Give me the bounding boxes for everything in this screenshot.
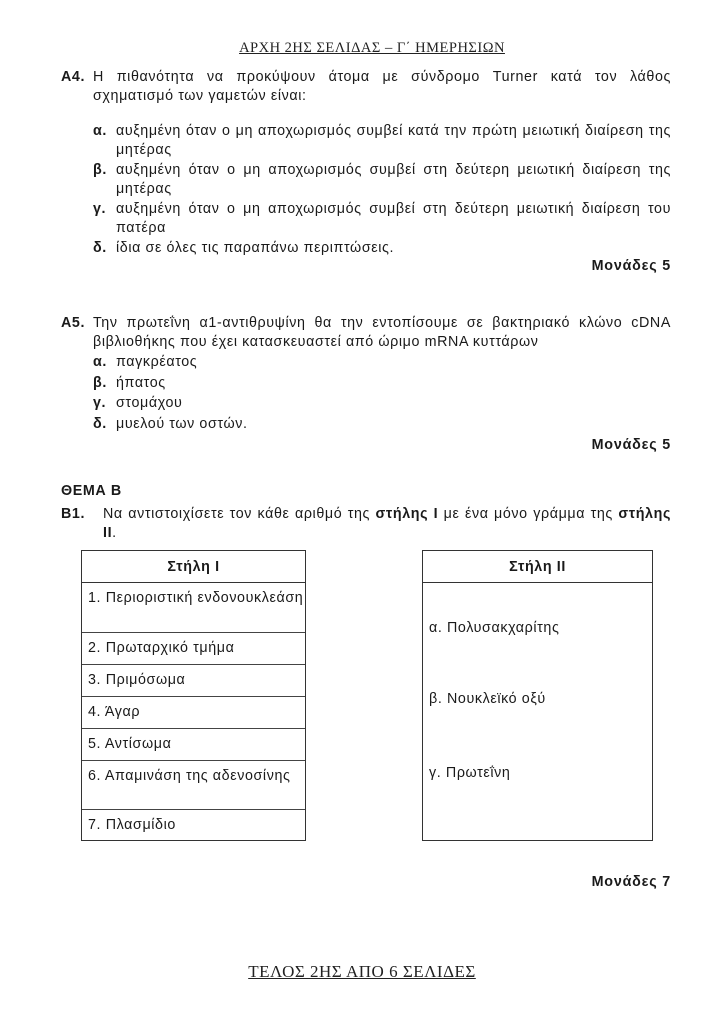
option-d <box>93 239 671 258</box>
column-i-row: 1. Περιοριστική ενδονουκλεάση <box>82 583 305 633</box>
column-ii-table <box>422 550 653 841</box>
option-label: δ. <box>93 240 107 256</box>
option-label: δ. <box>93 415 107 432</box>
question-number: Β1. <box>61 506 86 522</box>
column-i-header: Στήλη Ι <box>82 551 305 583</box>
option-text: ίδια σε όλες τις παραπάνω περιπτώσεις. <box>116 240 395 256</box>
option-text: αυξημένη όταν ο μη αποχωρισμός συμβεί κατά την πρώτη μειωτική διαίρεση της μητέρας <box>116 123 671 158</box>
column-ii-item: β. Νουκλεϊκό οξύ <box>429 691 546 707</box>
option-text: ήπατος <box>116 374 166 391</box>
question-number: Α4. <box>61 69 86 85</box>
bold-column-ii: στήλης ΙΙ <box>103 506 671 541</box>
column-i-row: 7. Πλασμίδιο <box>88 817 176 833</box>
option-a <box>93 122 671 159</box>
option-c <box>93 394 671 413</box>
column-ii-item: γ. Πρωτεΐνη <box>429 765 511 781</box>
column-i-row: 5. Αντίσωμα <box>82 729 305 761</box>
question-b1 <box>61 505 671 542</box>
option-text: στομάχου <box>116 395 183 411</box>
option-c <box>93 200 671 237</box>
option-text: αυξημένη όταν ο μη αποχωρισμός συμβεί στη δεύτερη μειωτική διαίρεση του πατέρα <box>116 201 671 236</box>
text-segment: με ένα μόνο γράμμα της <box>438 506 619 522</box>
question-a4-options <box>61 122 671 258</box>
question-a4 <box>61 68 671 105</box>
option-label: γ. <box>93 201 107 217</box>
column-i-row: 3. Πριμόσωμα <box>82 665 305 697</box>
column-i-table <box>81 550 306 841</box>
option-label: α. <box>93 354 107 370</box>
option-b <box>93 161 671 198</box>
option-label: α. <box>93 123 107 139</box>
page-header: ΑΡΧΗ 2ΗΣ ΣΕΛΙΔΑΣ – Γ΄ ΗΜΕΡΗΣΙΩΝ <box>239 40 505 56</box>
column-ii-item: α. Πολυσακχαρίτης <box>429 620 560 636</box>
text-segment: . <box>112 524 117 541</box>
option-label: β. <box>93 162 107 178</box>
column-i-row: 4. Άγαρ <box>82 697 305 729</box>
column-i-row: 2. Πρωταρχικό τμήμα <box>82 633 305 665</box>
column-ii-header: Στήλη ΙΙ <box>423 551 652 583</box>
option-text: παγκρέατος <box>116 354 198 370</box>
option-text: μυελού των οστών. <box>116 415 248 432</box>
option-label: β. <box>93 374 107 391</box>
question-a5 <box>61 314 671 433</box>
question-text: Την πρωτεΐνη α1-αντιθρυψίνη θα την εντοπίσουμε σε βακτηριακό κλώνο cDNA βιβλιοθήκης που έχει κατασκευαστεί από ώριμο mRNA κυττάρων <box>93 315 671 350</box>
option-b <box>93 374 671 393</box>
text-segment: Να αντιστοιχίσετε τον κάθε αριθμό της <box>103 506 376 522</box>
page-footer: ΤΕΛΟΣ 2ΗΣ ΑΠΟ 6 ΣΕΛΙΔΕΣ <box>248 962 476 981</box>
column-i-row: 6. Απαμινάση της αδενοσίνης <box>82 761 305 810</box>
points-b1: Μονάδες 7 <box>591 874 671 890</box>
question-text <box>103 505 671 542</box>
option-a <box>93 353 671 372</box>
question-number: Α5. <box>61 315 86 331</box>
points-a4: Μονάδες 5 <box>591 258 671 274</box>
option-label: γ. <box>93 395 107 411</box>
bold-column-i: στήλης Ι <box>375 506 439 522</box>
option-text: αυξημένη όταν ο μη αποχωρισμός συμβεί στη δεύτερη μειωτική διαίρεση της μητέρας <box>116 162 671 197</box>
option-d <box>93 415 671 434</box>
points-a5: Μονάδες 5 <box>591 437 671 453</box>
section-title: ΘΕΜΑ Β <box>61 483 122 499</box>
question-text: Η πιθανότητα να προκύψουν άτομα με σύνδρομο Turner κατά τον λάθος σχηματισμό των γαμετών είναι: <box>93 69 671 104</box>
